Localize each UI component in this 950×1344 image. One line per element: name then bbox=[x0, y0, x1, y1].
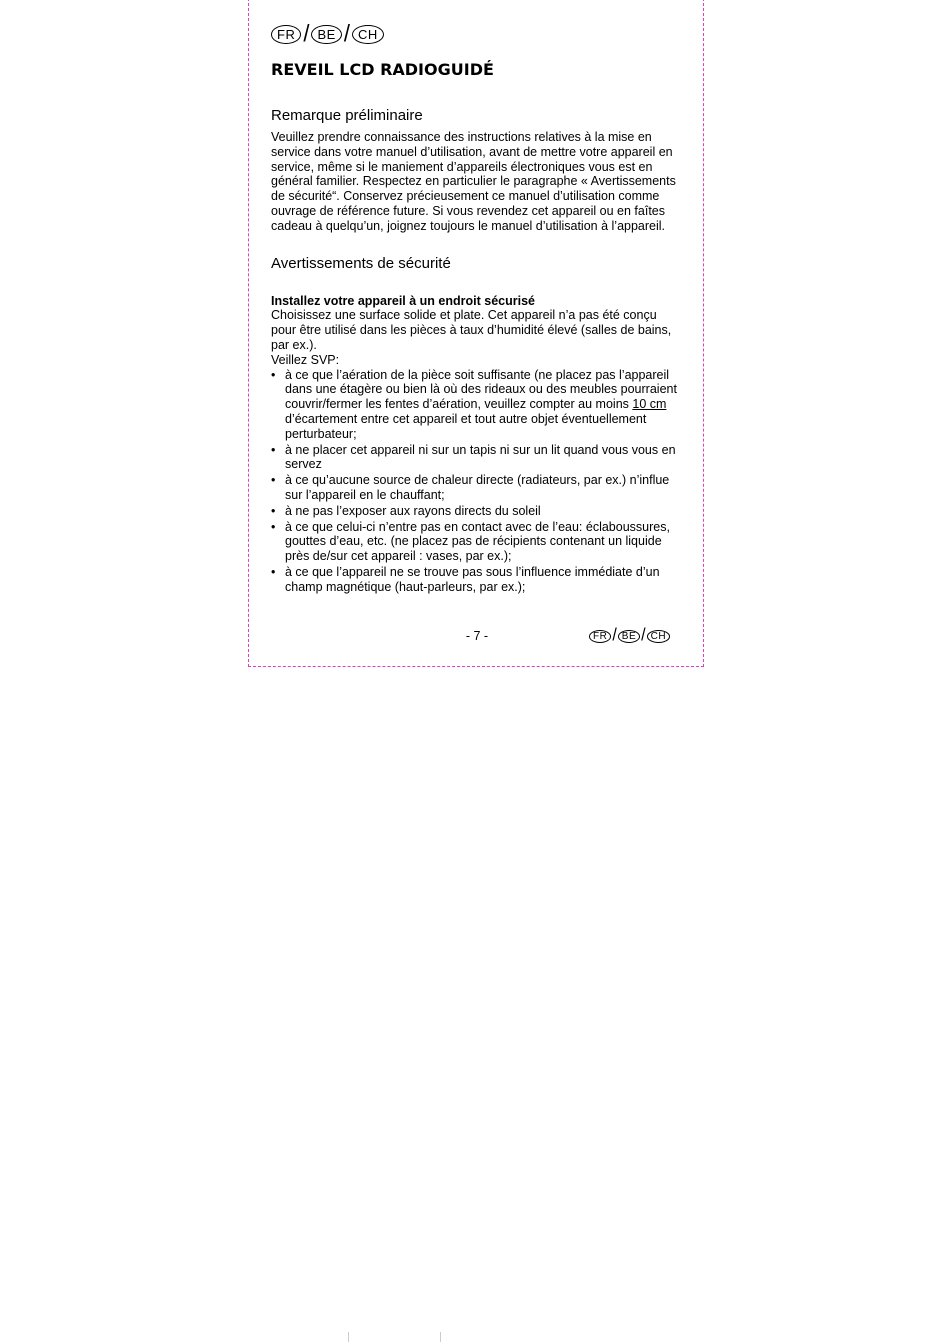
list-item: • à ce qu’aucune source de chaleur directe (radiateurs, par ex.) n’influe sur l’appareil en le chauffant; bbox=[271, 473, 685, 503]
badge-fr: FR bbox=[589, 630, 611, 643]
safety-bullet-list bbox=[271, 368, 685, 595]
crop-mark bbox=[348, 1332, 349, 1342]
badge-separator: / bbox=[343, 19, 350, 48]
list-item bbox=[271, 368, 685, 442]
list-item: • à ne placer cet appareil ni sur un tapis ni sur un lit quand vous vous en servez bbox=[271, 443, 685, 473]
footer-country-badges bbox=[589, 626, 670, 645]
badge-fr: FR bbox=[271, 25, 301, 44]
country-badges bbox=[271, 19, 685, 48]
section-heading-avertissements: Avertissements de sécurité bbox=[271, 254, 451, 272]
section-heading-remarque: Remarque préliminaire bbox=[271, 107, 423, 124]
badge-ch: CH bbox=[352, 25, 384, 44]
crop-mark bbox=[440, 1332, 441, 1342]
veillez-label: Veillez SVP: bbox=[271, 352, 340, 367]
list-item: • à ce que l’appareil ne se trouve pas sous l’influence immédiate d’un champ magnétique (haut-parleurs, par ex.); bbox=[271, 565, 685, 595]
badge-ch: CH bbox=[647, 630, 670, 643]
badge-separator: / bbox=[612, 626, 617, 645]
bullet-text: à ce que l’aération de la pièce soit suffisante (ne placez pas l’appareil dans une étagère ou bien là où des rideaux ou des meubles pourraient couvrir/fermer les fentes d’aération, veuillez compter au moins bbox=[285, 367, 677, 412]
badge-separator: / bbox=[641, 626, 646, 645]
underlined-distance: 10 cm bbox=[632, 397, 667, 412]
badge-separator: / bbox=[303, 19, 310, 48]
document-page bbox=[271, 19, 685, 596]
remarque-paragraph: Veuillez prendre connaissance des instructions relatives à la mise en service dans votre manuel d’utilisation, avant de mettre votre appareil en service, même si le maniement d’appareils électroniques vous est en général familier. Respectez en particulier le paragraphe « Avertissements de sécurité“. Conservez précieusement ce manuel d’utilisation comme ouvrage de référence future. Si vous revendez cet appareil ou en faîtes cadeau à quelqu’un, joignez toujours le manuel d’utilisation à l’appareil. bbox=[271, 130, 676, 233]
page-number: - 7 - bbox=[465, 629, 489, 643]
document-title: REVEIL LCD RADIOGUIDÉ bbox=[271, 60, 494, 79]
installation-intro: Choisissez une surface solide et plate. Cet appareil n’a pas été conçu pour être utilisé dans les pièces à taux d’humidité élevé (salles de bains, par ex.). bbox=[271, 308, 672, 352]
subheading-installation: Installez votre appareil à un endroit sécurisé bbox=[271, 293, 535, 308]
bullet-text: d’écartement entre cet appareil et tout autre objet éventuellement perturbateur; bbox=[285, 411, 647, 441]
badge-be: BE bbox=[618, 630, 640, 643]
list-item: • à ce que celui-ci n’entre pas en contact avec de l’eau: éclaboussures, gouttes d’eau, etc. (ne placez pas de récipients contenant un liquide près de/sur cet appareil : vases, par ex.); bbox=[271, 520, 685, 564]
badge-be: BE bbox=[311, 25, 341, 44]
list-item: • à ne pas l’exposer aux rayons directs du soleil bbox=[271, 504, 685, 519]
